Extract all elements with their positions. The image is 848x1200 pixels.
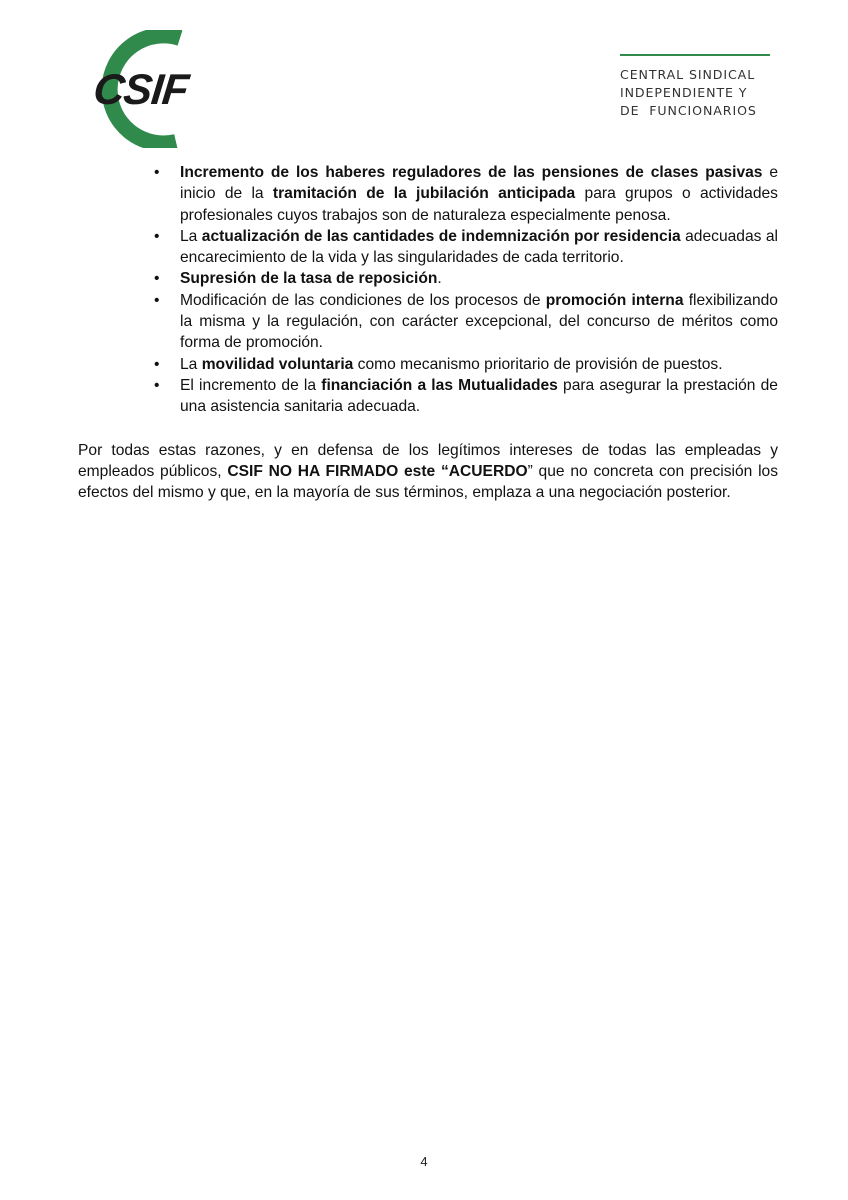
list-item bbox=[78, 354, 778, 375]
bullet-icon: • bbox=[154, 355, 160, 373]
text-run: para asegurar la prestación de una asistencia sanitaria adecuada. bbox=[180, 376, 778, 416]
list-item bbox=[78, 162, 778, 226]
bold-text: Supresión de la tasa de reposición bbox=[180, 270, 438, 288]
text-run: como mecanismo prioritario de provisión de puestos. bbox=[353, 355, 723, 373]
bullet-icon: • bbox=[154, 291, 160, 309]
organization-name bbox=[620, 54, 772, 120]
list-item bbox=[78, 268, 778, 289]
org-line-1: CENTRAL SINDICAL bbox=[620, 67, 756, 82]
text-run: adecuadas al encarecimiento de la vida y las singularidades de cada territorio. bbox=[180, 227, 778, 267]
text-run: Modificación de las condiciones de los procesos de bbox=[180, 291, 546, 309]
demands-list bbox=[78, 162, 778, 418]
header-rule bbox=[620, 54, 770, 56]
text-run: e inicio de la bbox=[180, 164, 778, 203]
bold-text: tramitación de la jubilación anticipada bbox=[272, 185, 576, 203]
text-run: . bbox=[437, 270, 442, 288]
text-run: La bbox=[180, 355, 202, 373]
bullet-icon: • bbox=[154, 227, 160, 245]
csif-logo bbox=[76, 30, 206, 148]
text-run: El incremento de la bbox=[180, 376, 322, 394]
list-item bbox=[78, 375, 778, 418]
bullet-icon: • bbox=[154, 270, 160, 288]
document-body bbox=[78, 162, 778, 519]
bold-text: movilidad voluntaria bbox=[201, 355, 354, 373]
page-number: 4 bbox=[420, 1154, 428, 1169]
text-run: para grupos o actividades profesionales cuyos trabajos son de naturaleza especialmente penosa. bbox=[180, 185, 778, 224]
bold-text: CSIF NO HA FIRMADO este “ACUERDO bbox=[227, 462, 528, 480]
bullet-icon: • bbox=[154, 376, 160, 394]
bold-text: promoción interna bbox=[545, 291, 684, 309]
closing-paragraph bbox=[78, 440, 778, 504]
logo-wordmark: CSIF bbox=[91, 66, 191, 114]
bold-text: financiación a las Mutualidades bbox=[321, 376, 558, 394]
list-item bbox=[78, 290, 778, 354]
org-line-3: DE FUNCIONARIOS bbox=[620, 103, 757, 118]
text-run: flexibilizando la misma y la regulación, con carácter excepcional, del concurso de méritos como forma de promoción. bbox=[180, 291, 778, 352]
text-run: La bbox=[180, 227, 202, 245]
org-line-2: INDEPENDIENTE Y bbox=[620, 85, 748, 100]
text-run: Por todas estas razones, y en defensa de los legítimos intereses de todas las empleadas y empleados públicos, bbox=[78, 441, 778, 480]
text-run: ” que no concreta con precisión los efectos del mismo y que, en la mayoría de sus términos, emplaza a una negociación posterior. bbox=[78, 462, 779, 502]
bold-text: actualización de las cantidades de indemnización por residencia bbox=[201, 227, 681, 245]
list-item bbox=[78, 226, 778, 269]
bullet-icon: • bbox=[154, 164, 160, 181]
bold-text: Incremento de los haberes reguladores de las pensiones de clases pasivas bbox=[180, 164, 763, 181]
